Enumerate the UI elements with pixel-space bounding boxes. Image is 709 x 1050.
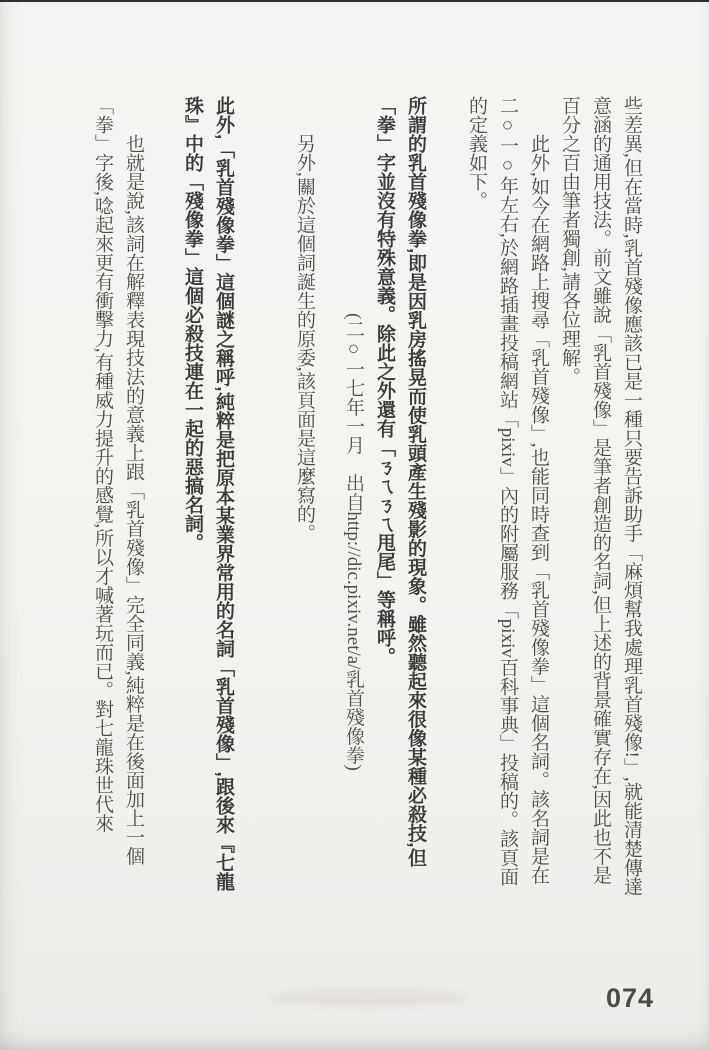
paragraph-body: 另外,關於這個詞誕生的原委,該頁面是這麼寫的。 [294, 134, 315, 543]
scan-edge-top [0, 0, 709, 2]
quote-paragraph-origin: 此外,「乳首殘像拳」這個謎之稱呼,純粹是把原本某業界常用的名詞「乳首殘像」,跟後來『七龍珠』中的「殘像拳」這個必殺技連在一起的惡搞名詞。 [182, 96, 234, 891]
paragraph-continuation: 些差異,但在當時,乳首殘像應該已是一種只要告訴助手「麻煩幫我處理乳首殘像!」,就能清楚傳達意涵的通用技法。前文雖說「乳首殘像」是筆者創造的名詞,但上述的背景確實存在,因此也不是百分之百由筆者獨創,請各位理解。 [559, 96, 642, 896]
vertical-text-area [87, 96, 647, 896]
paragraph-body: 此外,如今在網路上搜尋「乳首殘像」,也能同時查到「乳首殘像拳」這個名詞。該名詞是在二○一○年左右,於網路插畫投稿網站「pixiv」內的附屬服務「pixiv百科事典」投稿的。該頁面的定義如下。 [466, 96, 549, 886]
page-bleed-smudge [268, 990, 468, 1006]
page-number: 074 [606, 983, 655, 1013]
citation-line: (二○一七年一月 出自http://dic.pixiv.net/a/乳首殘像拳) [343, 313, 364, 771]
quote-paragraph-definition: 所謂的乳首殘像拳,即是因乳房搖晃而使乳頭產生殘影的現象。雖然聽起來很像某種必殺技,但「拳」字並沒有特殊意義。除此之外還有「ㄋㄟㄋㄟ甩尾」等稱呼。 [374, 96, 426, 867]
paragraph-body: 也就是說,該詞在解釋表現技法的意義上跟「乳首殘像」完全同義,純粹是在後面加上一個「拳」字後,唸起來更有衝擊力,有種威力提升的感覺,所以才喊著玩而已。對七龍珠世代來 [92, 96, 144, 866]
